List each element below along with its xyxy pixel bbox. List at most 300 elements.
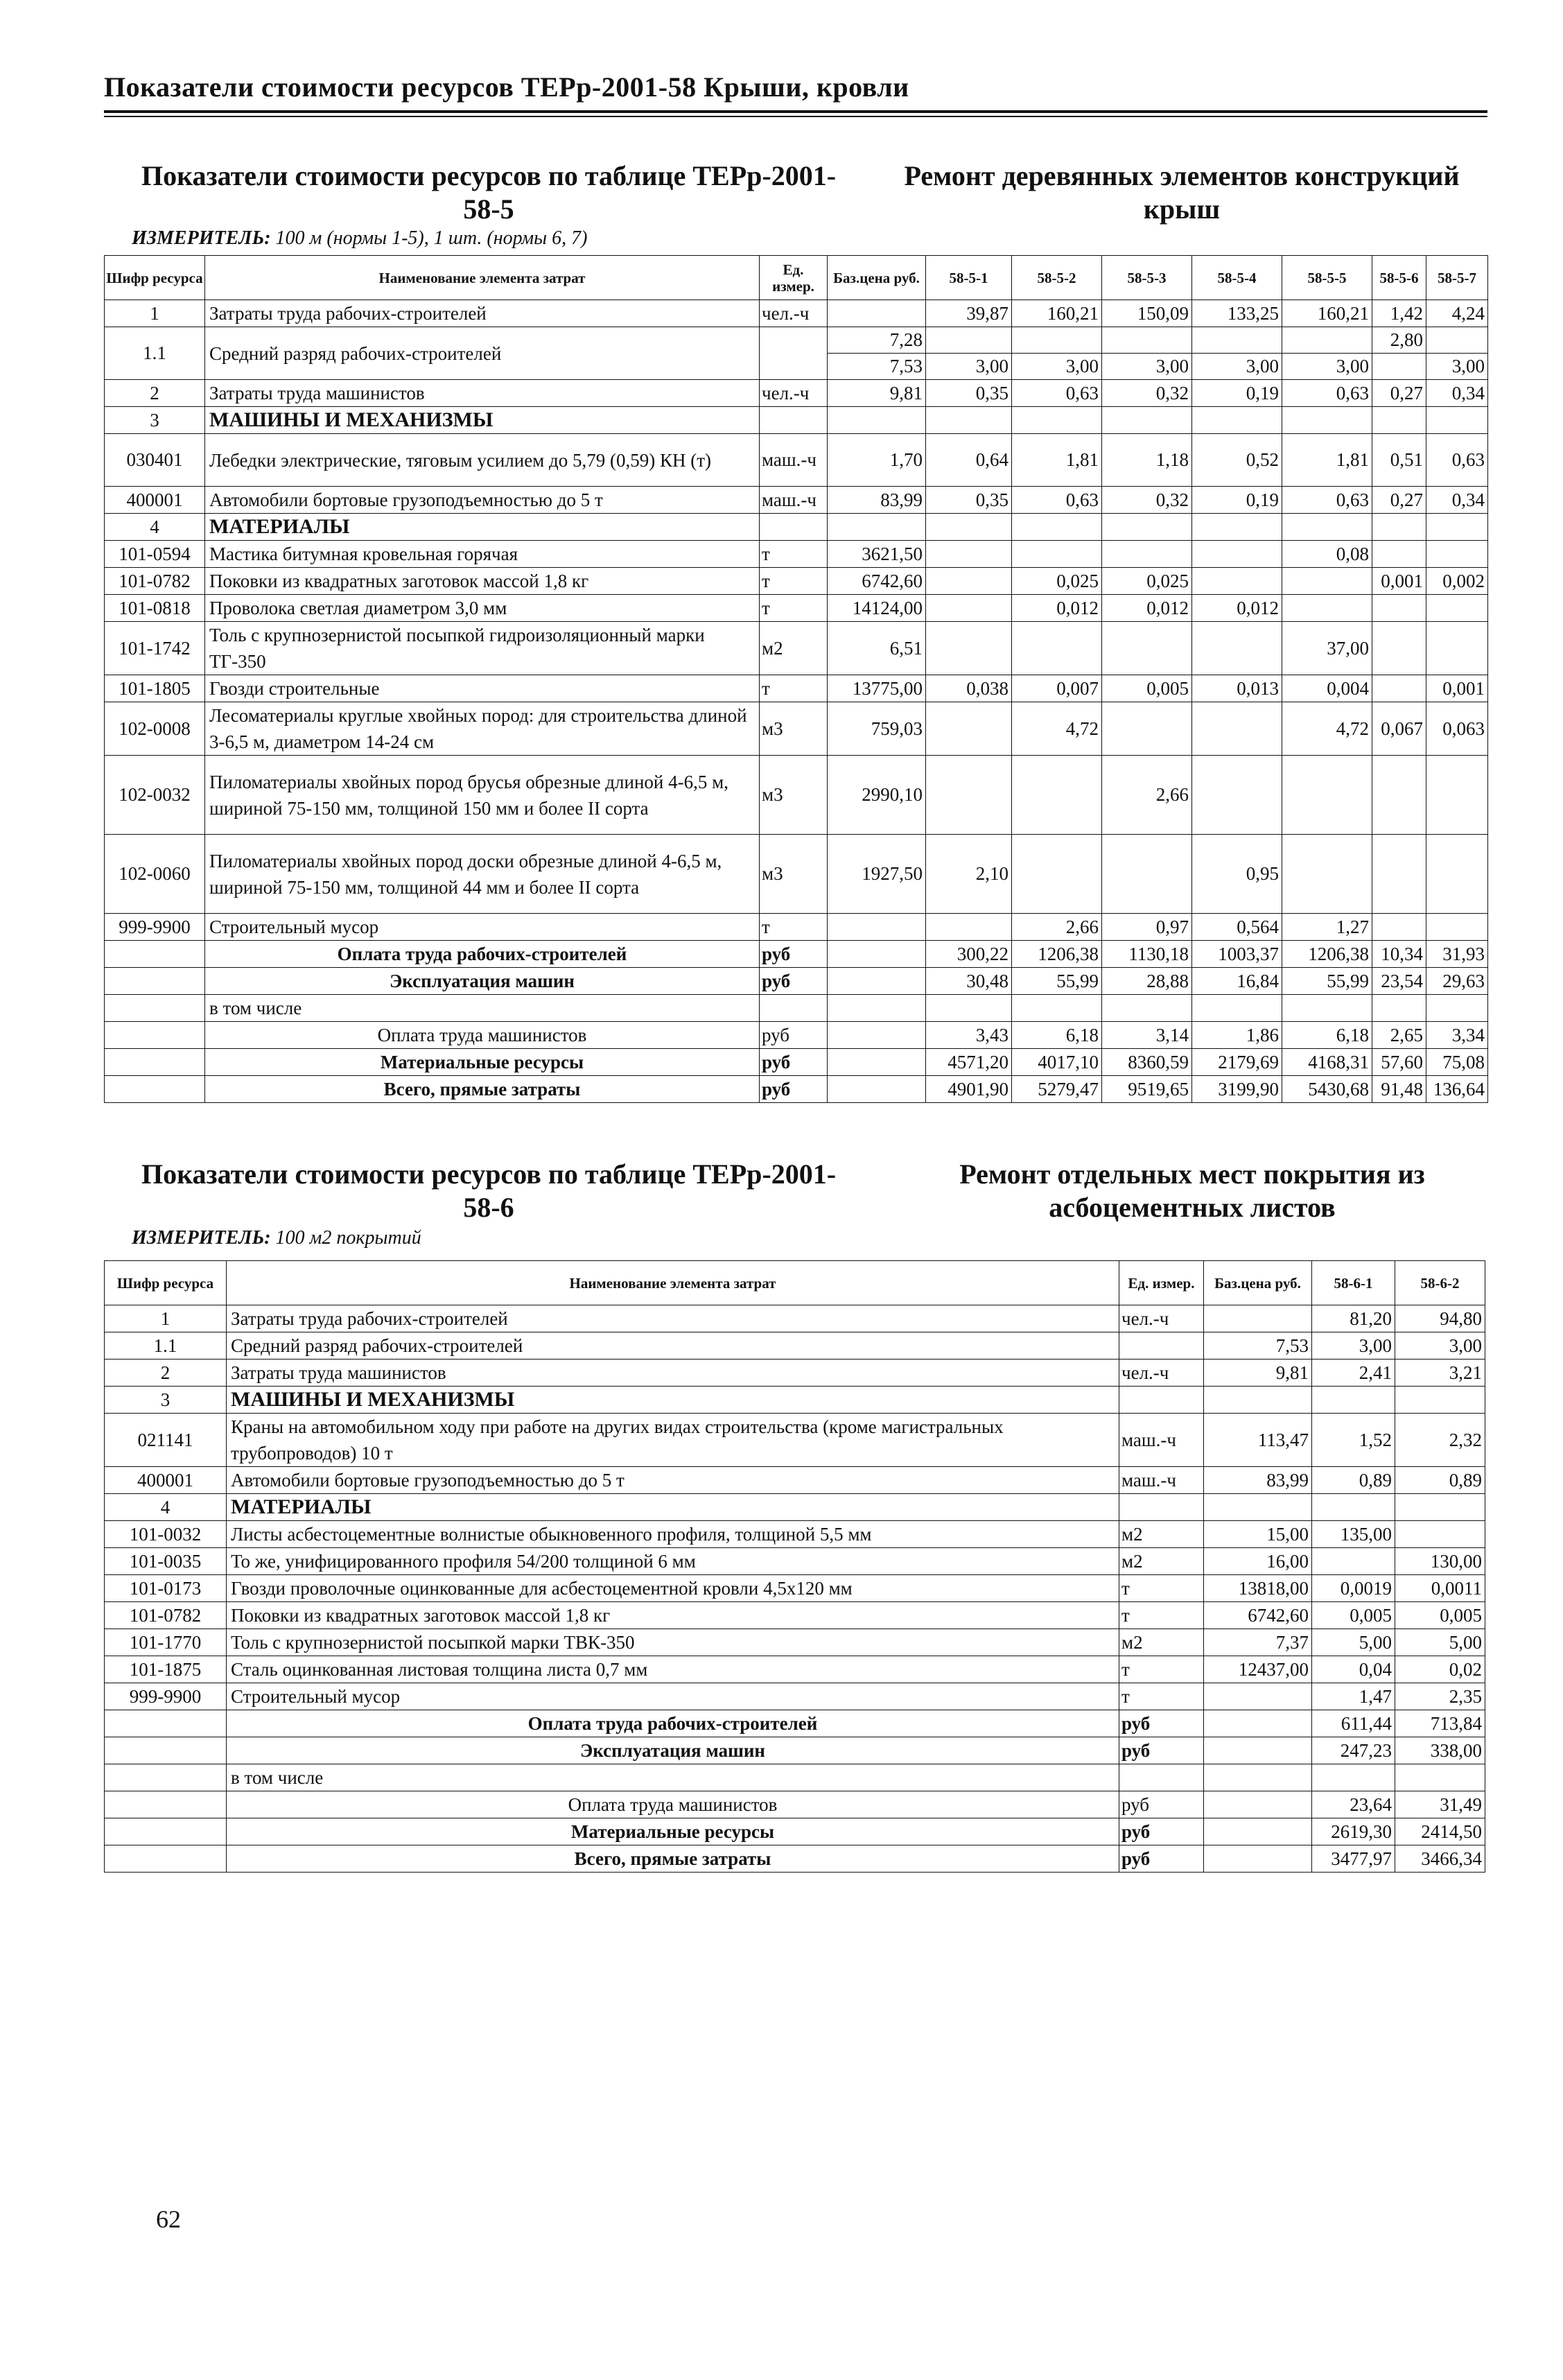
norm-value: 133,25 (1192, 300, 1282, 327)
norm-value: 1,47 (1312, 1683, 1395, 1710)
table-row (105, 702, 1488, 756)
norm-value (1426, 327, 1488, 354)
norm-value (1282, 756, 1372, 835)
column-header: Баз.цена руб. (1204, 1261, 1312, 1305)
table-row (105, 835, 1488, 914)
resource-name: Поковки из квадратных заготовок массой 1,8 кг (227, 1602, 1119, 1629)
base-price: 1,70 (828, 434, 926, 487)
table-row (105, 1737, 1485, 1764)
norm-value: 3,00 (1282, 354, 1372, 380)
page-number: 62 (156, 2205, 181, 2233)
norm-value: 130,00 (1395, 1548, 1485, 1575)
norm-value (1372, 995, 1426, 1022)
table-row (105, 514, 1488, 541)
table-row (105, 1845, 1485, 1873)
norm-value (1372, 914, 1426, 941)
norm-value (1395, 1387, 1485, 1414)
norm-value: 1,18 (1102, 434, 1192, 487)
resource-code: 1.1 (105, 327, 205, 380)
table-row (105, 1683, 1485, 1710)
section-58-6-subtitle (908, 1158, 1476, 1224)
resource-name: Мастика битумная кровельная горячая (205, 541, 760, 568)
norm-value (1312, 1387, 1395, 1414)
base-price (828, 1022, 926, 1049)
norm-value: 23,54 (1372, 968, 1426, 995)
resource-unit (1119, 1494, 1204, 1521)
norm-value: 0,63 (1012, 380, 1102, 407)
norm-value (926, 995, 1012, 1022)
norm-value: 0,34 (1426, 380, 1488, 407)
norm-value: 4,24 (1426, 300, 1488, 327)
table-row (105, 1022, 1488, 1049)
base-price: 13818,00 (1204, 1575, 1312, 1602)
base-price (828, 407, 926, 434)
section-58-6-title-line1: Показатели стоимости ресурсов по таблице ТЕРр-2001- (141, 1158, 837, 1190)
norm-value (1012, 835, 1102, 914)
norm-value: 247,23 (1312, 1737, 1395, 1764)
norm-value: 3199,90 (1192, 1076, 1282, 1103)
norm-value (1372, 756, 1426, 835)
resource-unit: т (760, 914, 828, 941)
norm-value (1426, 835, 1488, 914)
norm-value: 0,005 (1395, 1602, 1485, 1629)
norm-value (1012, 541, 1102, 568)
norm-value: 3,00 (1102, 354, 1192, 380)
base-price: 113,47 (1204, 1414, 1312, 1467)
section-58-5-subtitle (873, 159, 1490, 226)
norm-value (1372, 595, 1426, 622)
table-row (105, 1602, 1485, 1629)
resource-unit: т (760, 541, 828, 568)
base-price: 15,00 (1204, 1521, 1312, 1548)
base-price (828, 1049, 926, 1076)
norm-value: 0,007 (1012, 675, 1102, 702)
resource-code (105, 1076, 205, 1103)
resource-unit: т (760, 675, 828, 702)
base-price: 83,99 (828, 487, 926, 514)
base-price (1204, 1818, 1312, 1845)
resource-code (105, 941, 205, 968)
resource-code: 101-0782 (105, 1602, 227, 1629)
resource-unit (1119, 1387, 1204, 1414)
base-price: 6742,60 (828, 568, 926, 595)
resource-name: То же, унифицированного профиля 54/200 толщиной 6 мм (227, 1548, 1119, 1575)
norm-value: 0,35 (926, 380, 1012, 407)
resource-name: Затраты труда рабочих-строителей (227, 1305, 1119, 1332)
resource-code: 400001 (105, 487, 205, 514)
resource-unit: м3 (760, 756, 828, 835)
norm-value (1426, 756, 1488, 835)
norm-value: 2,35 (1395, 1683, 1485, 1710)
resource-name: Строительный мусор (205, 914, 760, 941)
norm-value: 4168,31 (1282, 1049, 1372, 1076)
norm-value: 3,14 (1102, 1022, 1192, 1049)
norm-value (926, 568, 1012, 595)
base-price (828, 1076, 926, 1103)
resource-unit: чел.-ч (1119, 1305, 1204, 1332)
table-row (105, 1332, 1485, 1360)
norm-value: 3,00 (1312, 1332, 1395, 1360)
resource-unit: маш.-ч (1119, 1467, 1204, 1494)
resource-unit: т (1119, 1656, 1204, 1683)
resource-code (105, 1022, 205, 1049)
norm-value: 57,60 (1372, 1049, 1426, 1076)
column-header: 58-5-4 (1192, 256, 1282, 300)
base-price: 83,99 (1204, 1467, 1312, 1494)
header-rule-thin (104, 116, 1487, 117)
norm-value (1426, 995, 1488, 1022)
resource-code: 101-1805 (105, 675, 205, 702)
resource-code (105, 1710, 227, 1737)
norm-value: 3,00 (1395, 1332, 1485, 1360)
resource-name: Оплата труда машинистов (205, 1022, 760, 1049)
resource-unit: чел.-ч (760, 380, 828, 407)
table-row (105, 968, 1488, 995)
norm-value: 55,99 (1282, 968, 1372, 995)
norm-value: 0,0011 (1395, 1575, 1485, 1602)
norm-value: 2,41 (1312, 1360, 1395, 1387)
resource-unit (760, 327, 828, 380)
column-header: 58-5-6 (1372, 256, 1426, 300)
norm-value (1282, 327, 1372, 354)
resource-name: Автомобили бортовые грузоподъемностью до 5 т (205, 487, 760, 514)
table-row (105, 1791, 1485, 1818)
resource-code: 101-0594 (105, 541, 205, 568)
norm-value: 0,27 (1372, 487, 1426, 514)
norm-value (1372, 407, 1426, 434)
resource-name: Затраты труда машинистов (205, 380, 760, 407)
norm-value (1426, 407, 1488, 434)
norm-value: 0,005 (1312, 1602, 1395, 1629)
base-price: 16,00 (1204, 1548, 1312, 1575)
norm-value: 2179,69 (1192, 1049, 1282, 1076)
resource-name: Листы асбестоцементные волнистые обыкновенного профиля, толщиной 5,5 мм (227, 1521, 1119, 1548)
norm-value: 0,35 (926, 487, 1012, 514)
base-price (1204, 1305, 1312, 1332)
norm-value: 2,66 (1102, 756, 1192, 835)
norm-value (926, 595, 1012, 622)
table-row (105, 1414, 1485, 1467)
resource-unit: т (1119, 1575, 1204, 1602)
norm-value: 4,72 (1282, 702, 1372, 756)
norm-value: 1206,38 (1012, 941, 1102, 968)
resource-name: Лебедки электрические, тяговым усилием до 5,79 (0,59) КН (т) (205, 434, 760, 487)
norm-value (1395, 1764, 1485, 1791)
norm-value: 136,64 (1426, 1076, 1488, 1103)
column-header: 58-5-7 (1426, 256, 1488, 300)
norm-value: 4017,10 (1012, 1049, 1102, 1076)
table-row (105, 1656, 1485, 1683)
norm-value (1312, 1494, 1395, 1521)
table-row (105, 1710, 1485, 1737)
resource-name: Средний разряд рабочих-строителей (205, 327, 760, 380)
resource-code: 101-0782 (105, 568, 205, 595)
norm-value: 10,34 (1372, 941, 1426, 968)
resource-name: Автомобили бортовые грузоподъемностью до 5 т (227, 1467, 1119, 1494)
resource-name: МАТЕРИАЛЫ (227, 1494, 1119, 1521)
norm-value (1372, 541, 1426, 568)
norm-value (1192, 568, 1282, 595)
base-price: 7,37 (1204, 1629, 1312, 1656)
resource-name: Проволока светлая диаметром 3,0 мм (205, 595, 760, 622)
norm-value (1282, 995, 1372, 1022)
resource-unit: чел.-ч (1119, 1360, 1204, 1387)
table-row (105, 1818, 1485, 1845)
section-58-5-title-line2: 58-5 (463, 193, 514, 225)
norm-value (1192, 702, 1282, 756)
norm-value: 0,19 (1192, 487, 1282, 514)
resource-unit: руб (1119, 1737, 1204, 1764)
norm-value: 338,00 (1395, 1737, 1485, 1764)
resource-unit: руб (1119, 1818, 1204, 1845)
norm-value (926, 914, 1012, 941)
norm-value: 1,81 (1012, 434, 1102, 487)
table-row (105, 434, 1488, 487)
resource-name: Оплата труда рабочих-строителей (227, 1710, 1119, 1737)
norm-value (926, 622, 1012, 675)
resource-unit: руб (1119, 1710, 1204, 1737)
norm-value: 0,013 (1192, 675, 1282, 702)
norm-value: 3,00 (1012, 354, 1102, 380)
section-58-6 (104, 1158, 1487, 1920)
norm-value (1282, 595, 1372, 622)
norm-value: 2,32 (1395, 1414, 1485, 1467)
resource-unit: маш.-ч (1119, 1414, 1204, 1467)
resource-name: Сталь оцинкованная листовая толщина листа 0,7 мм (227, 1656, 1119, 1683)
norm-value (926, 541, 1012, 568)
norm-value (1102, 407, 1192, 434)
resource-code: 4 (105, 514, 205, 541)
resource-code: 2 (105, 1360, 227, 1387)
base-price: 13775,00 (828, 675, 926, 702)
resource-code (105, 1791, 227, 1818)
norm-value: 1003,37 (1192, 941, 1282, 968)
norm-value: 4901,90 (926, 1076, 1012, 1103)
base-price: 14124,00 (828, 595, 926, 622)
column-header: Наименование элемента затрат (227, 1261, 1119, 1305)
base-price: 7,53 (1204, 1332, 1312, 1360)
norm-value: 0,32 (1102, 380, 1192, 407)
page-header-title: Показатели стоимости ресурсов ТЕРр-2001-58 Крыши, кровли (104, 71, 909, 103)
resource-unit: м3 (760, 702, 828, 756)
resource-unit (760, 407, 828, 434)
resource-unit: м2 (1119, 1629, 1204, 1656)
header-rule-thick (104, 110, 1487, 113)
norm-value (1012, 756, 1102, 835)
base-price (1204, 1387, 1312, 1414)
table-row (105, 1764, 1485, 1791)
resource-unit: м3 (760, 835, 828, 914)
column-header: 58-6-1 (1312, 1261, 1395, 1305)
norm-value (1192, 327, 1282, 354)
norm-value: 0,64 (926, 434, 1012, 487)
base-price: 9,81 (828, 380, 926, 407)
section-58-6-title (111, 1158, 866, 1224)
table-header-row (105, 256, 1488, 300)
norm-value (1372, 514, 1426, 541)
resource-name: Всего, прямые затраты (205, 1076, 760, 1103)
resource-name: Эксплуатация машин (205, 968, 760, 995)
norm-value: 0,08 (1282, 541, 1372, 568)
norm-value: 81,20 (1312, 1305, 1395, 1332)
norm-value: 160,21 (1012, 300, 1102, 327)
section-58-5 (104, 159, 1487, 1151)
section-58-6-subtitle-line1: Ремонт отдельных мест покрытия из (959, 1158, 1425, 1190)
norm-value: 8360,59 (1102, 1049, 1192, 1076)
norm-value: 16,84 (1192, 968, 1282, 995)
base-price: 3621,50 (828, 541, 926, 568)
table-row (105, 1575, 1485, 1602)
norm-value: 0,0019 (1312, 1575, 1395, 1602)
resource-code: 030401 (105, 434, 205, 487)
resource-name: Всего, прямые затраты (227, 1845, 1119, 1873)
resource-name: Лесоматериалы круглые хвойных пород: для строительства длиной 3-6,5 м, диаметром 14-24 см (205, 702, 760, 756)
norm-value: 0,564 (1192, 914, 1282, 941)
base-price: 12437,00 (1204, 1656, 1312, 1683)
resource-name: Материальные ресурсы (227, 1818, 1119, 1845)
norm-value: 37,00 (1282, 622, 1372, 675)
norm-value (1102, 622, 1192, 675)
norm-value: 0,34 (1426, 487, 1488, 514)
norm-value (1426, 914, 1488, 941)
column-header: Наименование элемента затрат (205, 256, 760, 300)
resource-name: Пиломатериалы хвойных пород брусья обрезные длиной 4-6,5 м, шириной 75-150 мм, толщиной 150 мм и более II сорта (205, 756, 760, 835)
base-price (1204, 1845, 1312, 1873)
norm-value: 1206,38 (1282, 941, 1372, 968)
norm-value: 3477,97 (1312, 1845, 1395, 1873)
column-header: Ед. измер. (1119, 1261, 1204, 1305)
resource-code (105, 1737, 227, 1764)
section-58-5-measure (132, 227, 587, 250)
norm-value: 160,21 (1282, 300, 1372, 327)
norm-value: 0,63 (1012, 487, 1102, 514)
norm-value: 3,34 (1426, 1022, 1488, 1049)
table-row (105, 941, 1488, 968)
resource-name: в том числе (205, 995, 760, 1022)
norm-value: 23,64 (1312, 1791, 1395, 1818)
table-row (105, 995, 1488, 1022)
resource-unit: м2 (1119, 1548, 1204, 1575)
norm-value (926, 514, 1012, 541)
norm-value (1282, 835, 1372, 914)
table-row (105, 622, 1488, 675)
norm-value: 1,52 (1312, 1414, 1395, 1467)
base-price (1204, 1737, 1312, 1764)
norm-value (1102, 327, 1192, 354)
norm-value (1012, 622, 1102, 675)
base-price: 6,51 (828, 622, 926, 675)
norm-value (1312, 1548, 1395, 1575)
norm-value: 31,93 (1426, 941, 1488, 968)
norm-value (1312, 1764, 1395, 1791)
norm-value: 4,72 (1012, 702, 1102, 756)
norm-value: 300,22 (926, 941, 1012, 968)
resource-name: Оплата труда машинистов (227, 1791, 1119, 1818)
column-header: 58-5-3 (1102, 256, 1192, 300)
table-row (105, 568, 1488, 595)
table-row (105, 1521, 1485, 1548)
norm-value: 3,00 (1426, 354, 1488, 380)
section-58-5-subtitle-line1: Ремонт деревянных элементов конструкций (904, 160, 1460, 191)
norm-value (1372, 622, 1426, 675)
table-header-row (105, 1261, 1485, 1305)
resource-name: Гвозди строительные (205, 675, 760, 702)
measure-value: 100 м (нормы 1-5), 1 шт. (нормы 6, 7) (275, 227, 588, 249)
resource-name: Толь с крупнозернистой посыпкой марки ТВК-350 (227, 1629, 1119, 1656)
resource-name: МАШИНЫ И МЕХАНИЗМЫ (227, 1387, 1119, 1414)
table-row (105, 1494, 1485, 1521)
norm-value: 5,00 (1312, 1629, 1395, 1656)
norm-value: 0,001 (1372, 568, 1426, 595)
resource-code: 4 (105, 1494, 227, 1521)
table-row (105, 1467, 1485, 1494)
norm-value: 0,001 (1426, 675, 1488, 702)
base-price (1204, 1710, 1312, 1737)
resource-unit: чел.-ч (760, 300, 828, 327)
norm-value: 3,00 (1192, 354, 1282, 380)
norm-value: 91,48 (1372, 1076, 1426, 1103)
base-price (828, 300, 926, 327)
resource-code: 3 (105, 407, 205, 434)
norm-value (1282, 514, 1372, 541)
section-58-6-subtitle-line2: асбоцементных листов (1049, 1192, 1336, 1223)
norm-value (1102, 541, 1192, 568)
resource-unit (1119, 1764, 1204, 1791)
norm-value (1282, 568, 1372, 595)
resource-name: Поковки из квадратных заготовок массой 1,8 кг (205, 568, 760, 595)
table-row (105, 756, 1488, 835)
resource-code: 101-1770 (105, 1629, 227, 1656)
base-price (1204, 1683, 1312, 1710)
norm-value: 0,89 (1395, 1467, 1485, 1494)
norm-value (1426, 514, 1488, 541)
table-row (105, 380, 1488, 407)
resource-code: 102-0008 (105, 702, 205, 756)
norm-value (926, 756, 1012, 835)
norm-value (1192, 995, 1282, 1022)
resource-code: 999-9900 (105, 1683, 227, 1710)
resource-code: 102-0060 (105, 835, 205, 914)
resource-unit: м2 (1119, 1521, 1204, 1548)
norm-value: 0,038 (926, 675, 1012, 702)
norm-value (926, 407, 1012, 434)
norm-value: 0,067 (1372, 702, 1426, 756)
norm-value: 0,002 (1426, 568, 1488, 595)
norm-value (1192, 541, 1282, 568)
column-header: Баз.цена руб. (828, 256, 926, 300)
resource-unit: т (760, 595, 828, 622)
resource-name: Пиломатериалы хвойных пород доски обрезные длиной 4-6,5 м, шириной 75-150 мм, толщиной 44 мм и более II сорта (205, 835, 760, 914)
base-price (1204, 1764, 1312, 1791)
base-price: 7,53 (828, 354, 926, 380)
norm-value: 2,80 (1372, 327, 1426, 354)
base-price: 6742,60 (1204, 1602, 1312, 1629)
norm-value: 5279,47 (1012, 1076, 1102, 1103)
section-58-6-measure (132, 1227, 421, 1249)
norm-value: 6,18 (1282, 1022, 1372, 1049)
norm-value (1372, 835, 1426, 914)
base-price: 2990,10 (828, 756, 926, 835)
base-price: 759,03 (828, 702, 926, 756)
norm-value: 0,025 (1102, 568, 1192, 595)
column-header: Шифр ресурса (105, 1261, 227, 1305)
norm-value (1012, 514, 1102, 541)
norm-value: 1,86 (1192, 1022, 1282, 1049)
resource-code (105, 995, 205, 1022)
table-row (105, 1629, 1485, 1656)
norm-value: 3,43 (926, 1022, 1012, 1049)
resource-unit: руб (760, 941, 828, 968)
